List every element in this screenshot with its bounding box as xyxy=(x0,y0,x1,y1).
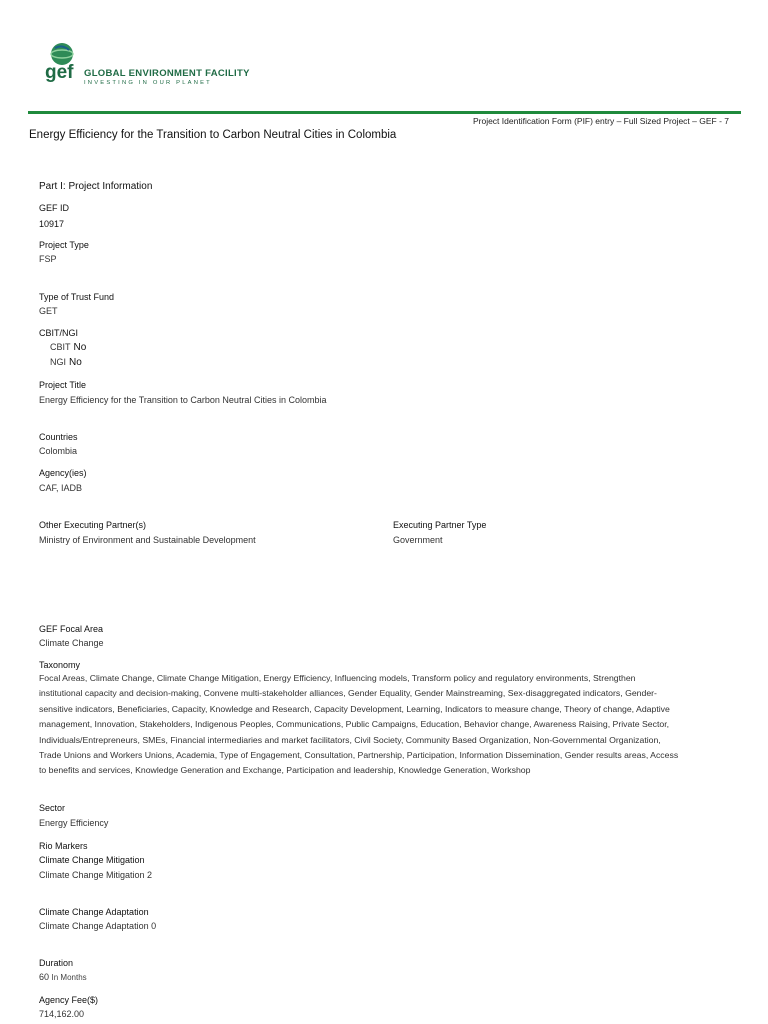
taxonomy-line: to benefits and services, Knowledge Generation and Exchange, Participation and leadership, Knowledge Generation, Workshop xyxy=(39,765,531,776)
form-type-label: Project Identification Form (PIF) entry – Full Sized Project – GEF - 7 xyxy=(472,116,729,126)
taxonomy-line: Trade Unions and Workers Unions, Academia, Type of Engagement, Consultation, Partnership, Participation, Information Dissemination, Gender results areas, Access xyxy=(39,750,679,761)
gef-id-label: GEF ID xyxy=(39,203,70,213)
trust-fund-label: Type of Trust Fund xyxy=(39,292,115,302)
cca-label: Climate Change Adaptation xyxy=(39,907,149,917)
executing-partner-value: Ministry of Environment and Sustainable Development xyxy=(39,535,256,545)
agency-fee-value: 714,162.00 xyxy=(39,1009,85,1019)
document-title: Energy Efficiency for the Transition to Carbon Neutral Cities in Colombia xyxy=(29,129,397,141)
org-tagline: INVESTING IN OUR PLANET xyxy=(84,80,212,86)
cca-value: Climate Change Adaptation 0 xyxy=(39,921,157,931)
ccm-label: Climate Change Mitigation xyxy=(39,855,145,865)
taxonomy-line: sensitive indicators, Beneficiaries, Capacity, Knowledge and Research, Capacity Development, Learning, Indicators to measure change, Theory of change, Adaptive xyxy=(39,703,670,714)
ngi-row xyxy=(50,357,82,368)
focal-area-label: GEF Focal Area xyxy=(39,624,104,634)
globe-icon xyxy=(42,40,82,82)
ngi-label: NGI xyxy=(50,357,67,367)
duration-label: Duration xyxy=(39,958,74,968)
cbit-label: CBIT xyxy=(50,342,71,352)
trust-fund-value: GET xyxy=(39,306,58,316)
project-type-label: Project Type xyxy=(39,240,89,250)
duration-value: 60 xyxy=(39,972,50,982)
taxonomy-text xyxy=(39,671,729,779)
cbit-value: No xyxy=(73,342,87,353)
executing-type-label: Executing Partner Type xyxy=(393,520,487,530)
taxonomy-line: institutional capacity and decision-making, Convene multi-stakeholder alliances, Gender Equality, Gender Mainstreaming, Sex-disaggregated indicators, Gender- xyxy=(39,688,657,699)
rio-markers-label: Rio Markers xyxy=(39,841,88,851)
project-type-value: FSP xyxy=(39,254,57,264)
agencies-value: CAF, IADB xyxy=(39,483,83,493)
ccm-value: Climate Change Mitigation 2 xyxy=(39,870,153,880)
focal-area-value: Climate Change xyxy=(39,638,104,648)
countries-value: Colombia xyxy=(39,446,78,456)
cbit-ngi-label: CBIT/NGI xyxy=(39,328,79,338)
org-name: GLOBAL ENVIRONMENT FACILITY xyxy=(84,68,250,79)
duration-unit: In Months xyxy=(51,973,87,982)
sector-label: Sector xyxy=(39,803,66,813)
gef-logo xyxy=(42,40,262,90)
agency-fee-label: Agency Fee($) xyxy=(39,995,99,1005)
duration-row xyxy=(39,972,87,982)
taxonomy-line: Focal Areas, Climate Change, Climate Change Mitigation, Energy Efficiency, Influencing models, Transform policy and regulatory environments, Strengthen xyxy=(39,673,636,683)
taxonomy-line: Individuals/Entrepreneurs, SMEs, Financial intermediaries and market facilitators, Civil Society, Community Based Organization, Non-Governmental Organization, xyxy=(39,734,661,745)
part1-heading: Part I: Project Information xyxy=(39,181,153,192)
taxonomy-line: management, Innovation, Stakeholders, Indigenous Peoples, Communications, Public Campaigns, Education, Behavior change, Awareness Raising, Private Sector, xyxy=(39,719,670,730)
header-divider xyxy=(28,111,741,114)
logo-wordmark: gef xyxy=(45,62,74,82)
sector-value: Energy Efficiency xyxy=(39,818,109,828)
ngi-value: No xyxy=(69,357,82,368)
executing-partner-label: Other Executing Partner(s) xyxy=(39,520,147,530)
taxonomy-label: Taxonomy xyxy=(39,660,81,670)
agencies-label: Agency(ies) xyxy=(39,468,87,478)
cbit-row xyxy=(50,342,86,353)
gef-id-value: 10917 xyxy=(39,219,65,229)
project-title-value: Energy Efficiency for the Transition to Carbon Neutral Cities in Colombia xyxy=(39,395,327,405)
project-title-label: Project Title xyxy=(39,380,87,390)
executing-type-value: Government xyxy=(393,535,443,545)
countries-label: Countries xyxy=(39,432,78,442)
